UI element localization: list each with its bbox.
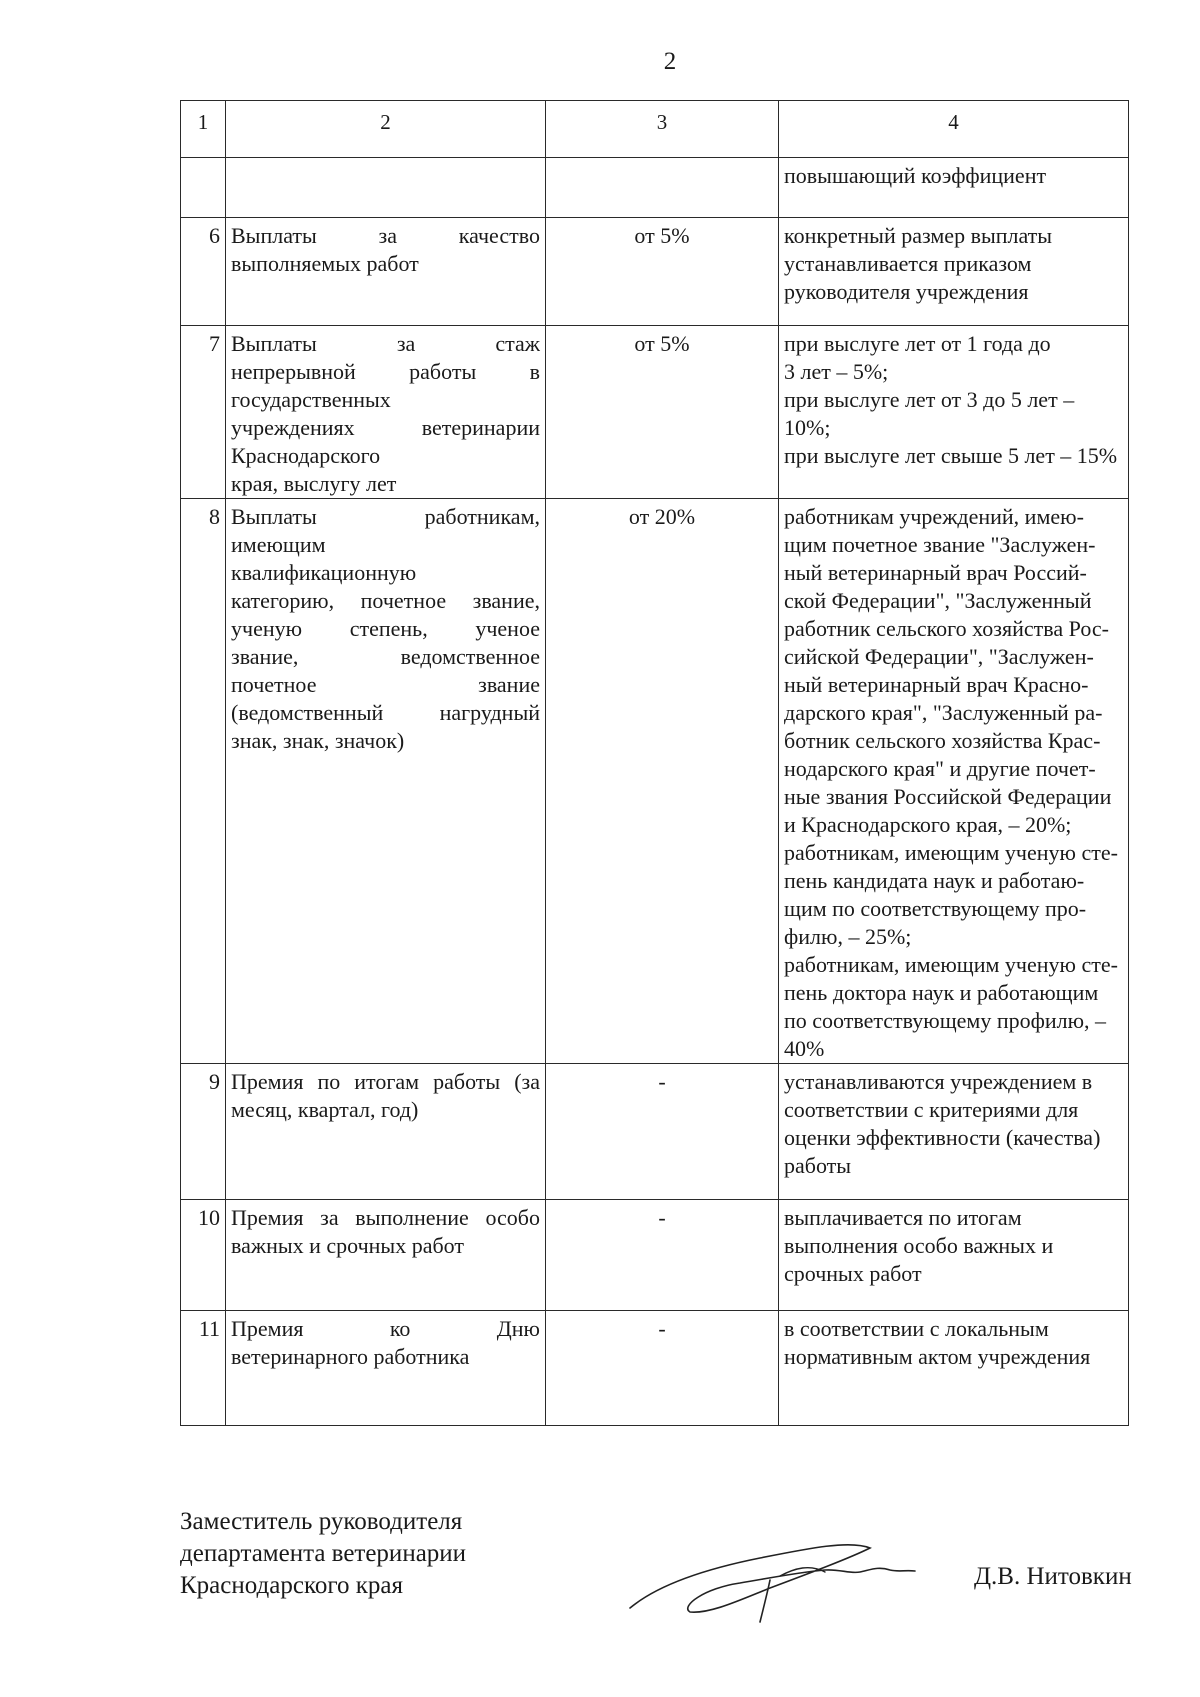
table-cell-note bbox=[779, 1200, 1129, 1311]
table-cell-note-line: щим почетное звание "Заслужен- bbox=[784, 532, 1096, 557]
table-row bbox=[181, 326, 1129, 499]
table-row bbox=[181, 1200, 1129, 1311]
table-cell-note-line: работникам, имеющим ученую сте- bbox=[784, 840, 1118, 865]
table-cell-name bbox=[226, 1064, 546, 1200]
table-cell-name-line: имеющим bbox=[231, 532, 326, 557]
table-cell-name-line: знак, знак, значок) bbox=[231, 728, 405, 753]
table-cell-name-line: ветеринарного работника bbox=[231, 1344, 470, 1369]
table-cell-note bbox=[779, 1064, 1129, 1200]
page-number: 2 bbox=[663, 48, 677, 75]
table-cell-num: 9 bbox=[181, 1064, 226, 1200]
table-cell-note-line: выплачивается по итогам bbox=[784, 1205, 1022, 1230]
table-cell-amount bbox=[546, 158, 779, 218]
table-cell-num: 7 bbox=[181, 326, 226, 499]
table-cell-name-line: квалификационную bbox=[231, 560, 417, 585]
signatory-position bbox=[180, 1506, 466, 1602]
header-col-2: 2 bbox=[226, 101, 546, 158]
header-col-3: 3 bbox=[546, 101, 779, 158]
table-row bbox=[181, 218, 1129, 326]
table-cell-num: 11 bbox=[181, 1311, 226, 1426]
table-cell-name-line: звание, ведомственное bbox=[231, 644, 540, 669]
table-cell-amount: - bbox=[546, 1064, 779, 1200]
signatory-position-line: Краснодарского края bbox=[180, 1572, 403, 1599]
table-cell-note-line: 40% bbox=[784, 1036, 825, 1061]
table-cell-name-line: края, выслугу лет bbox=[231, 471, 397, 496]
table-cell-note bbox=[779, 1311, 1129, 1426]
table-cell-note-line: при выслуге лет от 1 года до bbox=[784, 331, 1051, 356]
table-cell-name bbox=[226, 218, 546, 326]
table-cell-name-line: месяц, квартал, год) bbox=[231, 1097, 419, 1122]
table-body bbox=[181, 218, 1129, 1426]
table-cell-note-line: ской Федерации", "Заслуженный bbox=[784, 588, 1092, 613]
table-cell-note-line: сийской Федерации", "Заслужен- bbox=[784, 644, 1094, 669]
table-cell-amount: - bbox=[546, 1200, 779, 1311]
table-cell-note-line: конкретный размер выплаты bbox=[784, 223, 1053, 248]
table-cell-name-line: Премия по итогам работы (за bbox=[231, 1069, 540, 1094]
table-cell-name bbox=[226, 158, 546, 218]
table-cell-name-line: Выплаты работникам, bbox=[231, 504, 540, 529]
signatory-position-line: департамента ветеринарии bbox=[180, 1540, 467, 1567]
table-cell-name bbox=[226, 1311, 546, 1426]
table-cell-note-line: устанавливаются учреждением в bbox=[784, 1069, 1093, 1094]
table-cell-note-line: выполнения особо важных и bbox=[784, 1233, 1054, 1258]
header-col-1: 1 bbox=[181, 101, 226, 158]
table-cell-name-line: категорию, почетное звание, bbox=[231, 588, 540, 613]
table-cell-amount: от 20% bbox=[546, 499, 779, 1064]
table-cell-name-line: Премия за выполнение особо bbox=[231, 1205, 540, 1230]
table-cell-note-line: оценки эффективности (качества) bbox=[784, 1125, 1101, 1150]
table-cell-num: 6 bbox=[181, 218, 226, 326]
table-cell-note-line: работы bbox=[784, 1153, 852, 1178]
table-cell-name bbox=[226, 1200, 546, 1311]
table-cell-amount: - bbox=[546, 1311, 779, 1426]
table-cell-note-line: работникам учреждений, имею- bbox=[784, 504, 1084, 529]
table-header-row bbox=[181, 101, 1129, 158]
payments-table bbox=[180, 100, 1129, 1426]
table-cell-note bbox=[779, 499, 1129, 1064]
table-row bbox=[181, 1064, 1129, 1200]
table-cell-note-line: 10%; bbox=[784, 415, 831, 440]
table-cell-note-line: ботник сельского хозяйства Крас- bbox=[784, 728, 1101, 753]
table-cell-note: повышающий коэффициент bbox=[779, 158, 1129, 218]
table-cell-note-line: ный ветеринарный врач Россий- bbox=[784, 560, 1087, 585]
table-cell-num: 8 bbox=[181, 499, 226, 1064]
table-row-continuation bbox=[181, 158, 1129, 218]
table-cell-name-line: ученую степень, ученое bbox=[231, 616, 540, 641]
table-cell-name bbox=[226, 499, 546, 1064]
table-cell-note-line: руководителя учреждения bbox=[784, 279, 1029, 304]
table-cell-note-line: в соответствии с локальным bbox=[784, 1316, 1049, 1341]
table-cell-name-line: государственных bbox=[231, 387, 391, 412]
table-cell-name-line: (ведомственный нагрудный bbox=[231, 700, 540, 725]
table-cell-note-line: по соответствующему профилю, – bbox=[784, 1008, 1107, 1033]
table-cell-name bbox=[226, 326, 546, 499]
table-cell-note-line: пень кандидата наук и работаю- bbox=[784, 868, 1085, 893]
table-cell-name-line: учреждениях ветеринарии bbox=[231, 415, 540, 440]
table-cell-note-line: дарского края", "Заслуженный ра- bbox=[784, 700, 1103, 725]
table-cell-name-line: важных и срочных работ bbox=[231, 1233, 464, 1258]
table-cell-amount: от 5% bbox=[546, 326, 779, 499]
table-cell-name-line: Премия ко Дню bbox=[231, 1316, 540, 1341]
table-cell-note-line: 3 лет – 5%; bbox=[784, 359, 889, 384]
table-cell-name-line: Краснодарского bbox=[231, 443, 381, 468]
table-cell-note-line: ные звания Российской Федерации bbox=[784, 784, 1112, 809]
header-col-4: 4 bbox=[779, 101, 1129, 158]
table-cell-note-line: срочных работ bbox=[784, 1261, 922, 1286]
table-cell-note-line: устанавливается приказом bbox=[784, 251, 1032, 276]
table-cell-name-line: Выплаты за стаж bbox=[231, 331, 540, 356]
table-cell-note-line: при выслуге лет свыше 5 лет – 15% bbox=[784, 443, 1118, 468]
table-cell-note-line: работник сельского хозяйства Рос- bbox=[784, 616, 1109, 641]
table-cell-note-line: филю, – 25%; bbox=[784, 924, 912, 949]
table-cell-note-line: нормативным актом учреждения bbox=[784, 1344, 1091, 1369]
table-cell-note-line: соответствии с критериями для bbox=[784, 1097, 1079, 1122]
table-cell-note bbox=[779, 326, 1129, 499]
signatory-name: Д.В. Нитовкин bbox=[974, 1563, 1132, 1590]
table-cell-note bbox=[779, 218, 1129, 326]
table-cell-note-line: и Краснодарского края, – 20%; bbox=[784, 812, 1072, 837]
signatory-position-line: Заместитель руководителя bbox=[180, 1508, 463, 1535]
table-cell-note-line: щим по соответствующему про- bbox=[784, 896, 1087, 921]
table-cell-note-line: при выслуге лет от 3 до 5 лет – bbox=[784, 387, 1075, 412]
table-cell-note-line: нодарского края" и другие почет- bbox=[784, 756, 1096, 781]
table-cell-num bbox=[181, 158, 226, 218]
table-row bbox=[181, 1311, 1129, 1426]
handwritten-signature bbox=[620, 1528, 920, 1628]
table-row bbox=[181, 499, 1129, 1064]
table-cell-note-line: ный ветеринарный врач Красно- bbox=[784, 672, 1089, 697]
table-cell-name-line: Выплаты за качество bbox=[231, 223, 540, 248]
table-cell-note-line: работникам, имеющим ученую сте- bbox=[784, 952, 1118, 977]
table-cell-amount: от 5% bbox=[546, 218, 779, 326]
table-cell-note-line: пень доктора наук и работающим bbox=[784, 980, 1099, 1005]
table-cell-name-line: почетное звание bbox=[231, 672, 540, 697]
table-cell-name-line: непрерывной работы в bbox=[231, 359, 540, 384]
table-cell-name-line: выполняемых работ bbox=[231, 251, 419, 276]
table-cell-num: 10 bbox=[181, 1200, 226, 1311]
